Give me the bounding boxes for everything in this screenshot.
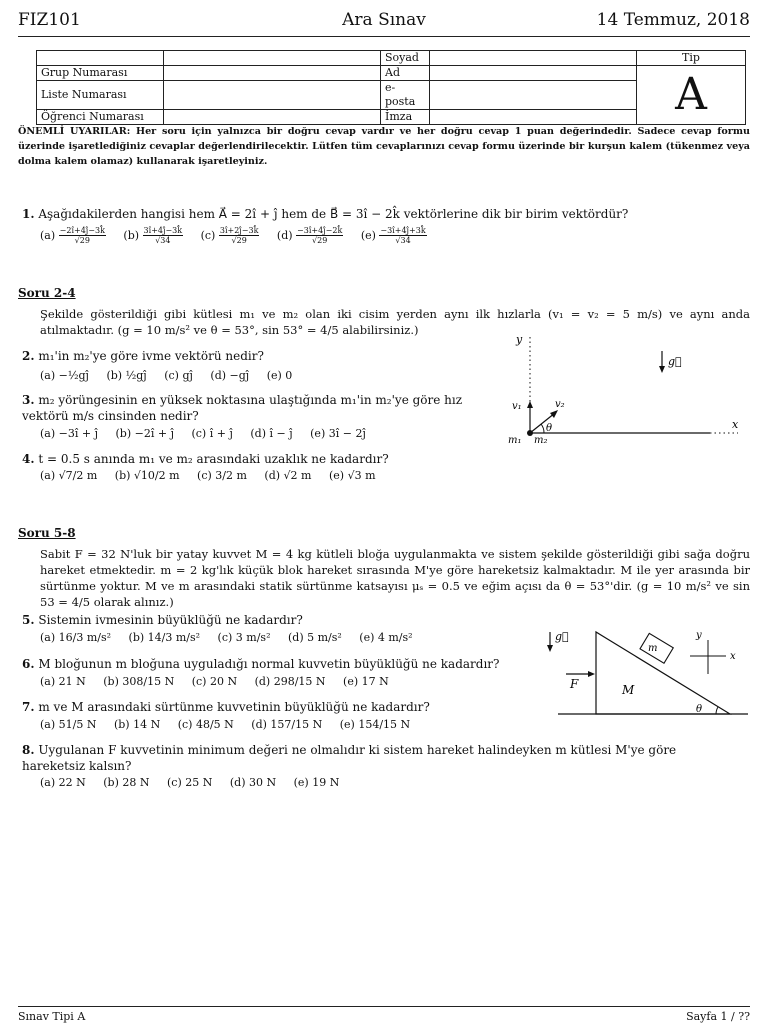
footer-exam-type: Sınav Tipi A: [18, 1010, 86, 1023]
exam-type-letter: A: [637, 66, 746, 125]
option-b[interactable]: (b) ½gĵ: [106, 369, 147, 382]
m1-label: m₁: [508, 435, 522, 446]
section-title-2-4: Soru 2-4: [18, 286, 76, 300]
signature-field[interactable]: [430, 110, 637, 125]
small-block-m: [640, 633, 673, 663]
option-a[interactable]: (a) −½gĵ: [40, 369, 89, 382]
group-number-label: Grup Numarası: [37, 66, 164, 81]
warning-title: ÖNEMLİ UYARILAR:: [18, 126, 131, 137]
gravity-arrowhead: [547, 645, 553, 652]
surname-label: Soyad: [381, 51, 430, 66]
v2-label: v₂: [555, 399, 565, 410]
question-3-options: [40, 427, 380, 440]
name-label: Ad: [381, 66, 430, 81]
question-7-options: [40, 718, 424, 731]
option-d[interactable]: (d) 298/15 N: [254, 675, 326, 688]
footer-page-number: Sayfa 1 / ??: [686, 1010, 750, 1023]
option-e[interactable]: (e) 154/15 N: [339, 718, 411, 731]
option-a[interactable]: (a) 22 N: [40, 776, 86, 789]
exam-date: 14 Temmuz, 2018: [596, 10, 750, 30]
footer-rule: [18, 1006, 750, 1007]
question-8-options: [40, 776, 353, 789]
option-d[interactable]: (d) 30 N: [229, 776, 277, 789]
name-field[interactable]: [430, 66, 637, 81]
section-2-4-intro: Şekilde gösterildiği gibi kütlesi m₁ ve m₂ olan iki cisim yerden aynı ilk hızlarla (v₁ = v₂ = 5 m/s) ve aynı anda atılmaktadır. (g = 10 m/s² ve θ = 53°, sin 53° = 4/5 alabilirsiniz.): [40, 307, 750, 337]
theta-arc: [716, 707, 718, 714]
question-1: [22, 206, 752, 222]
header-rule: [18, 36, 750, 37]
option-b[interactable]: (b) $\frac{3î+4ĵ-3k̂}{√34}$: [123, 226, 183, 245]
tip-label: Tip: [637, 51, 746, 66]
option-e[interactable]: (e) 19 N: [293, 776, 340, 789]
v1-arrowhead: [527, 401, 533, 408]
student-number-field[interactable]: [164, 110, 381, 125]
option-c[interactable]: (c) 48/5 N: [177, 718, 234, 731]
question-6-options: [40, 675, 403, 688]
option-a[interactable]: (a) $\frac{-2î+4ĵ-3k̂}{√29}$: [40, 226, 105, 245]
option-d[interactable]: (d) 157/15 N: [251, 718, 323, 731]
force-F-arrowhead: [588, 671, 595, 677]
option-a[interactable]: (a) √7/2 m: [40, 469, 98, 482]
option-a[interactable]: (a) 51/5 N: [40, 718, 97, 731]
exam-title: Ara Sınav: [342, 10, 426, 30]
surname-field[interactable]: [430, 51, 637, 66]
group-number-input[interactable]: [164, 66, 381, 81]
svg-text:m: m: [648, 643, 658, 654]
option-a[interactable]: (a) 21 N: [40, 675, 86, 688]
list-number-field[interactable]: [164, 81, 381, 110]
email-label: e-posta: [381, 81, 430, 110]
F-label: F: [570, 677, 579, 691]
M-label: M: [622, 683, 635, 697]
option-b[interactable]: (b) 14/3 m/s²: [128, 631, 201, 644]
g-label: g⃗: [555, 630, 569, 643]
wedge-figure: [540, 624, 752, 724]
option-d[interactable]: (d) î − ĵ: [250, 427, 293, 440]
important-warnings: [18, 124, 750, 169]
question-4-options: [40, 469, 390, 482]
option-d[interactable]: (d) −gĵ: [210, 369, 250, 382]
option-d[interactable]: (d) 5 m/s²: [287, 631, 342, 644]
question-8: 8. Uygulanan F kuvvetinin minimum değeri ne olmalıdır ki sistem hareket halindeyken m kütlesi M'ye göre hareketsiz kalsın?: [22, 743, 677, 773]
option-b[interactable]: (b) 308/15 N: [103, 675, 175, 688]
student-info-table: [36, 50, 746, 125]
question-3: 3. m₂ yörüngesinin en yüksek noktasına ulaştığında m₁'in m₂'ye göre hız vektörü m/s cinsinden nedir?: [22, 393, 463, 423]
option-b[interactable]: (b) 28 N: [103, 776, 150, 789]
question-2-options: [40, 369, 306, 382]
theta-arc: [541, 424, 544, 433]
question-number: 1.: [22, 207, 35, 221]
student-number-label: Öğrenci Numarası: [37, 110, 164, 125]
group-number-field[interactable]: [164, 51, 381, 66]
warning-text: Her soru için yalnızca bir doğru cevap vardır ve her doğru cevap 1 puan değerindedir. Sadece cevap formu üzerinde işaretlediğiniz cevaplar değerlendirilecektir. Lütfen tüm cevaplarınızı cevap formu üzerinde bir kurşun kalem (tükenmez veya dolma kalem olamaz) kullanarak işaretleyiniz.: [18, 126, 750, 167]
option-e[interactable]: (e) 0: [266, 369, 293, 382]
option-e[interactable]: (e) 3î − 2ĵ: [310, 427, 366, 440]
list-number-label: Liste Numarası: [37, 81, 164, 110]
m2-label: m₂: [534, 435, 548, 446]
option-c[interactable]: (c) $\frac{3î+2ĵ-3k̂}{√29}$: [200, 226, 259, 245]
gravity-arrowhead: [659, 366, 665, 373]
g-label: g⃗: [668, 355, 682, 368]
x-axis-label: x: [730, 651, 736, 662]
question-4: 4. t = 0.5 s anında m₁ ve m₂ arasındaki uzaklık ne kadardır?: [22, 452, 389, 466]
theta-label: θ: [546, 423, 553, 434]
option-d[interactable]: (d) $\frac{-3î+4ĵ-2k̂}{√29}$: [276, 226, 343, 245]
signature-label: İmza: [381, 110, 430, 125]
v1-label: v₁: [512, 401, 522, 412]
y-axis-label: y: [696, 630, 702, 641]
option-e[interactable]: (e) 17 N: [343, 675, 389, 688]
option-c[interactable]: (c) î + ĵ: [191, 427, 233, 440]
option-e[interactable]: (e) √3 m: [328, 469, 376, 482]
option-b[interactable]: (b) 14 N: [113, 718, 161, 731]
option-c[interactable]: (c) 25 N: [167, 776, 213, 789]
section-5-8-intro: Sabit F = 32 N'luk bir yatay kuvvet M = 4 kg kütleli bloğa uygulanmakta ve sistem şekilde gösterildiği gibi sağa doğru hareket etmektedir. m = 2 kg'lık küçük blok hareket sırasında M'ye göre hareketsiz kalmaktadır. M ile yer arasında bir sürtünme yoktur. M ve m arasındaki statik sürtünme katsayısı μₛ = 0.5 ve eğim açısı da θ = 53°'dir. (g = 10 m/s² ve sin 53 = 4/5 olarak alınız.): [40, 547, 750, 609]
option-a[interactable]: (a) 16/3 m/s²: [40, 631, 112, 644]
mass-dot: [527, 430, 533, 436]
question-1-options: [40, 226, 441, 245]
x-axis-label: x: [732, 418, 739, 431]
option-c[interactable]: (c) 20 N: [191, 675, 238, 688]
section-title-5-8: Soru 5-8: [18, 526, 76, 540]
question-2: 2. m₁'in m₂'ye göre ivme vektörü nedir?: [22, 349, 264, 363]
option-c[interactable]: (c) gĵ: [164, 369, 193, 382]
option-b[interactable]: (b) √10/2 m: [114, 469, 180, 482]
projectile-figure: [500, 325, 750, 450]
question-6: 6. M bloğunun m bloğuna uyguladığı normal kuvvetin büyüklüğü ne kadardır?: [22, 657, 500, 671]
question-7: 7. m ve M arasındaki sürtünme kuvvetinin büyüklüğü ne kadardır?: [22, 700, 430, 714]
question-5: 5. Sistemin ivmesinin büyüklüğü ne kadardır?: [22, 613, 303, 627]
option-b[interactable]: (b) −2î + ĵ: [115, 427, 174, 440]
question-5-options: [40, 631, 427, 644]
option-d[interactable]: (d) √2 m: [264, 469, 312, 482]
option-e[interactable]: (e) 4 m/s²: [359, 631, 413, 644]
option-c[interactable]: (c) 3 m/s²: [217, 631, 271, 644]
option-e[interactable]: (e) $\frac{-3î+4ĵ+3k̂}{√34}$: [360, 226, 426, 245]
option-c[interactable]: (c) 3/2 m: [197, 469, 247, 482]
question-text: Aşağıdakilerden hangisi hem A⃗ = 2î + ĵ hem de B⃗ = 3î − 2k̂ vektörlerine dik bir birim vektördür?: [38, 207, 629, 221]
option-a[interactable]: (a) −3î + ĵ: [40, 427, 98, 440]
y-axis-label: y: [516, 333, 523, 346]
course-code: FIZ101: [18, 10, 81, 30]
email-field[interactable]: [430, 81, 637, 110]
theta-label: θ: [696, 704, 703, 715]
